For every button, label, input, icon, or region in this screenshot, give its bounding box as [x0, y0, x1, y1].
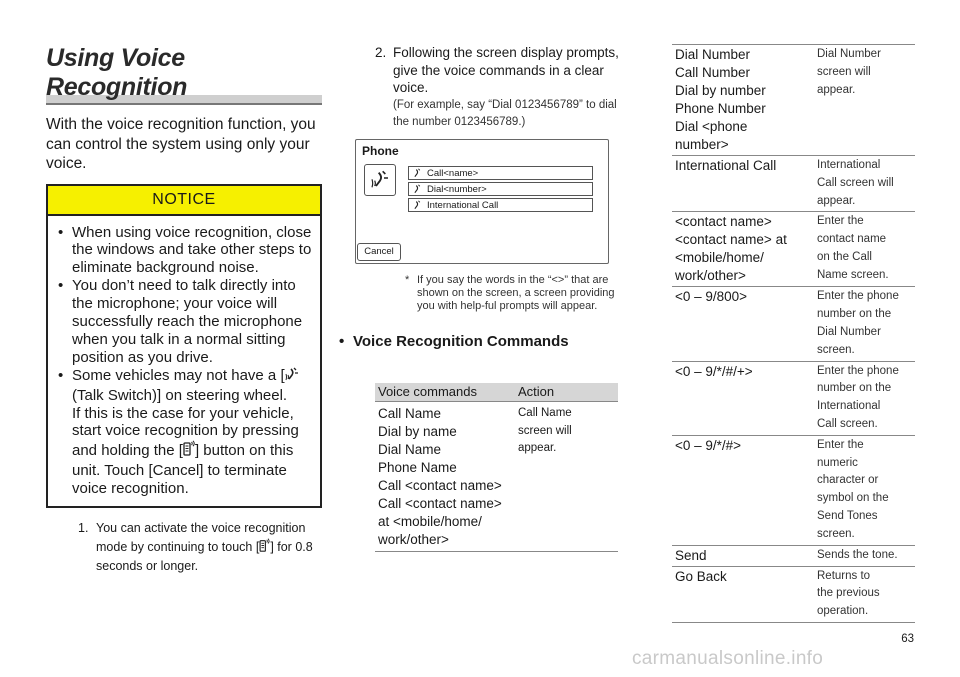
bullet-text: ] button on this unit. Touch [Cancel] to terminate voice recognition.: [72, 442, 294, 498]
notice-bullet: [58, 367, 312, 498]
step-text: Following the screen display prompts, give the voice commands in a clear voice.: [393, 45, 619, 95]
column-header: Voice commands: [375, 383, 518, 402]
action-cell: [817, 156, 915, 212]
action-line: character or: [817, 474, 879, 487]
notice-bullet: • When using voice recognition, close the windows and take other steps to eliminate background noise.: [58, 224, 312, 278]
step-2: [375, 44, 620, 131]
step-number: 2.: [375, 45, 387, 60]
action-line: Enter the: [817, 215, 864, 228]
action-line: Call Name: [518, 407, 572, 419]
action-line: Enter the phone: [817, 364, 899, 377]
action-line: Name screen.: [817, 268, 889, 281]
action-line: appear.: [817, 83, 856, 96]
bullet-text: Some vehicles may not have a [: [72, 366, 285, 384]
notice-header: NOTICE: [48, 186, 320, 216]
table-row: [672, 545, 915, 566]
command-cell: [672, 545, 817, 566]
command-cell: [375, 402, 518, 552]
action-line: screen.: [817, 527, 855, 540]
prompt-call-name[interactable]: [408, 166, 593, 180]
action-line: International: [817, 159, 881, 171]
action-line: screen will: [817, 65, 871, 78]
command-line: Phone Number: [675, 101, 766, 116]
action-line: contact name: [817, 233, 887, 246]
table-row: [672, 435, 915, 545]
action-line: Sends the tone.: [817, 548, 898, 561]
prompt-label: International Call: [427, 199, 499, 211]
talk-icon: [364, 164, 396, 196]
middle-column: [339, 44, 620, 350]
action-line: screen will: [518, 424, 572, 437]
action-line: Call screen.: [817, 417, 878, 430]
action-line: International: [817, 400, 881, 413]
command-line: Send: [675, 547, 707, 563]
footnote: [405, 274, 627, 313]
section-title: Voice Recognition Commands: [353, 332, 569, 350]
command-line: <0 – 9/*/#/+>: [675, 363, 753, 379]
bullet-text: (Talk Switch)] on steering wheel.: [72, 386, 288, 404]
action-cell: [817, 435, 915, 545]
table-row: [672, 156, 915, 212]
page-number: 63: [901, 633, 914, 645]
action-cell: [817, 566, 915, 622]
table-row: [672, 361, 915, 435]
command-line: at <mobile/home/: [378, 514, 482, 529]
step-text: ] for 0.8 seconds or longer.: [96, 539, 313, 574]
column-header: Action: [518, 383, 618, 402]
command-line: Call Name: [378, 406, 442, 421]
action-line: numeric: [817, 456, 858, 469]
cancel-button[interactable]: Cancel: [357, 243, 401, 261]
command-cell: [672, 156, 817, 212]
right-column: [672, 44, 915, 623]
action-line: Dial Number: [817, 325, 881, 338]
watermark: carmanualsonline.info: [632, 648, 824, 669]
command-line: Dial Name: [378, 442, 442, 457]
left-column: [46, 44, 322, 576]
step-number: 1.: [78, 521, 89, 536]
command-line: <0 – 9/*/#>: [675, 437, 742, 453]
section-bullet: •: [339, 332, 345, 350]
command-line: Call <contact name>: [378, 496, 502, 511]
phone-screen-illustration: [355, 139, 609, 264]
command-line: Call Number: [675, 65, 751, 80]
command-cell: [672, 45, 817, 156]
action-cell: [518, 402, 618, 552]
action-cell: [817, 45, 915, 156]
command-line: number>: [675, 137, 729, 152]
notice-body: [48, 216, 320, 507]
prompt-international-call[interactable]: [408, 198, 593, 212]
footnote-mark: *: [405, 273, 410, 286]
command-line: Go Back: [675, 568, 727, 584]
action-line: Enter the: [817, 438, 864, 451]
table-row: [672, 566, 915, 622]
footnote-text: If you say the words in the “<>” that are shown on the screen, a screen providing you with help-ful prompts will appear.: [417, 273, 615, 312]
action-line: on the Call: [817, 250, 872, 263]
voice-button-icon: [183, 440, 195, 462]
prompt-dial-number[interactable]: [408, 182, 593, 196]
action-line: screen.: [817, 343, 855, 356]
command-line: <contact name>: [675, 214, 772, 230]
command-line: Dial <phone: [675, 119, 748, 134]
step-1: [46, 520, 322, 576]
commands-table-part1: [375, 383, 618, 552]
command-line: Dial by number: [675, 83, 766, 98]
command-cell: [672, 435, 817, 545]
action-line: Send Tones: [817, 509, 878, 522]
command-line: <mobile/home/: [675, 250, 764, 266]
command-line: <contact name> at: [675, 232, 787, 248]
action-line: number on the: [817, 382, 892, 395]
command-line: Call <contact name>: [378, 478, 502, 493]
table-header-row: [375, 383, 618, 402]
command-cell: [672, 212, 817, 287]
command-line: Dial Number: [675, 47, 751, 62]
command-cell: [672, 566, 817, 622]
action-line: Dial Number: [817, 48, 881, 60]
action-cell: [817, 545, 915, 566]
table-row: [672, 45, 915, 156]
action-line: operation.: [817, 605, 869, 618]
action-line: the previous: [817, 587, 880, 600]
talk-switch-icon: [285, 367, 299, 387]
action-line: appear.: [817, 194, 856, 207]
action-cell: [817, 361, 915, 435]
action-line: appear.: [518, 442, 557, 454]
table-row: [375, 402, 618, 552]
step-text: You can activate the voice recognition mode by continuing to touch [: [96, 521, 306, 554]
notice-bullet: • You don’t need to talk directly into the microphone; your voice will successfully reach the microphone when you talk in a normal sitting position as you drive.: [58, 277, 312, 367]
screen-title: Phone: [362, 143, 399, 158]
page-title: Using Voice Recognition: [46, 44, 322, 105]
action-line: Returns to: [817, 569, 871, 582]
table-row: [672, 287, 915, 361]
action-cell: [817, 212, 915, 287]
command-line: work/other>: [675, 268, 746, 284]
command-cell: [672, 361, 817, 435]
command-line: Phone Name: [378, 460, 457, 475]
section-heading: [339, 333, 620, 350]
notice-box: [46, 184, 322, 509]
command-line: work/other>: [378, 532, 449, 547]
command-line: International Call: [675, 158, 777, 173]
example-text: (For example, say “Dial 0123456789” to dial the number 0123456789.): [393, 98, 617, 128]
action-line: number on the: [817, 308, 892, 321]
prompt-label: Call<name>: [427, 167, 479, 179]
commands-table-part2: [672, 44, 915, 623]
table-row: [672, 212, 915, 287]
voice-button-icon: [259, 538, 270, 559]
action-line: symbol on the: [817, 492, 889, 505]
bullet-text: If this is the case for your vehicle, start voice recognition by pressing and holding the [: [72, 404, 299, 460]
action-line: Enter the phone: [817, 290, 899, 303]
talk-icon: [412, 200, 422, 216]
command-cell: [672, 287, 817, 361]
action-cell: [817, 287, 915, 361]
intro-paragraph: With the voice recognition function, you can control the system using only your voice.: [46, 116, 316, 172]
prompt-label: Dial<number>: [427, 183, 487, 195]
command-line: <0 – 9/800>: [675, 289, 748, 305]
action-line: Call screen will: [817, 176, 894, 189]
command-line: Dial by name: [378, 424, 457, 439]
